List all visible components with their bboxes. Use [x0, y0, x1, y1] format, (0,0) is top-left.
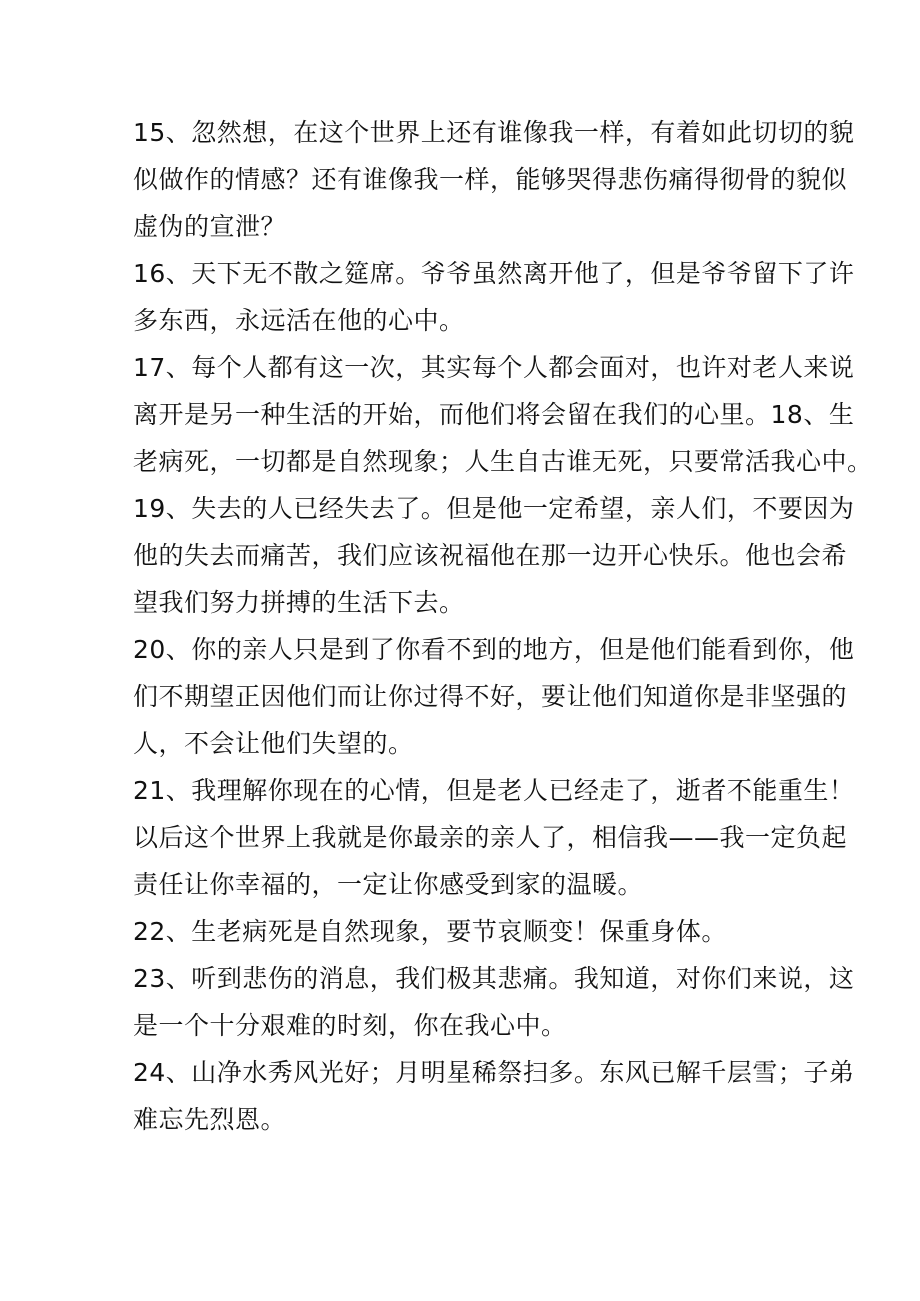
text-line: 人，不会让他们失望的。: [133, 729, 414, 758]
text-line: 难忘先烈恩。: [133, 1105, 287, 1134]
text-line: 是一个十分艰难的时刻，你在我心中。: [133, 1011, 567, 1040]
text-line: 20、你的亲人只是到了你看不到的地方，但是他们能看到你，他: [133, 635, 855, 664]
text-line: 以后这个世界上我就是你最亲的亲人了，相信我——我一定负起: [133, 823, 848, 852]
text-line: 23、听到悲伤的消息，我们极其悲痛。我知道，对你们来说，这: [133, 964, 855, 993]
text-line: 多东西，永远活在他的心中。: [133, 306, 465, 335]
text-line: 望我们努力拼搏的生活下去。: [133, 588, 465, 617]
text-line: 离开是另一种生活的开始，而他们将会留在我们的心里。18、生: [133, 400, 855, 429]
text-line: 虚伪的宣泄？: [133, 212, 287, 241]
text-line: 15、忽然想，在这个世界上还有谁像我一样，有着如此切切的貌: [133, 118, 855, 147]
text-line: 24、山净水秀风光好；月明星稀祭扫多。东风已解千层雪；子弟: [133, 1058, 855, 1087]
text-line: 责任让你幸福的，一定让你感受到家的温暖。: [133, 870, 644, 899]
text-line: 19、失去的人已经失去了。但是他一定希望，亲人们，不要因为: [133, 494, 855, 523]
text-line: 似做作的情感？还有谁像我一样，能够哭得悲伤痛得彻骨的貌似: [133, 165, 848, 194]
text-line: 老病死，一切都是自然现象；人生自古谁无死，只要常活我心中。: [133, 447, 873, 476]
text-line: 22、生老病死是自然现象，要节哀顺变！保重身体。: [133, 917, 727, 946]
text-line: 17、每个人都有这一次，其实每个人都会面对，也许对老人来说: [133, 353, 855, 382]
text-line: 16、天下无不散之筵席。爷爷虽然离开他了，但是爷爷留下了许: [133, 259, 855, 288]
text-line: 21、我理解你现在的心情，但是老人已经走了，逝者不能重生！: [133, 776, 855, 805]
text-line: 他的失去而痛苦，我们应该祝福他在那一边开心快乐。他也会希: [133, 541, 848, 570]
document-body: [133, 109, 873, 1143]
text-line: 们不期望正因他们而让你过得不好，要让他们知道你是非坚强的: [133, 682, 848, 711]
